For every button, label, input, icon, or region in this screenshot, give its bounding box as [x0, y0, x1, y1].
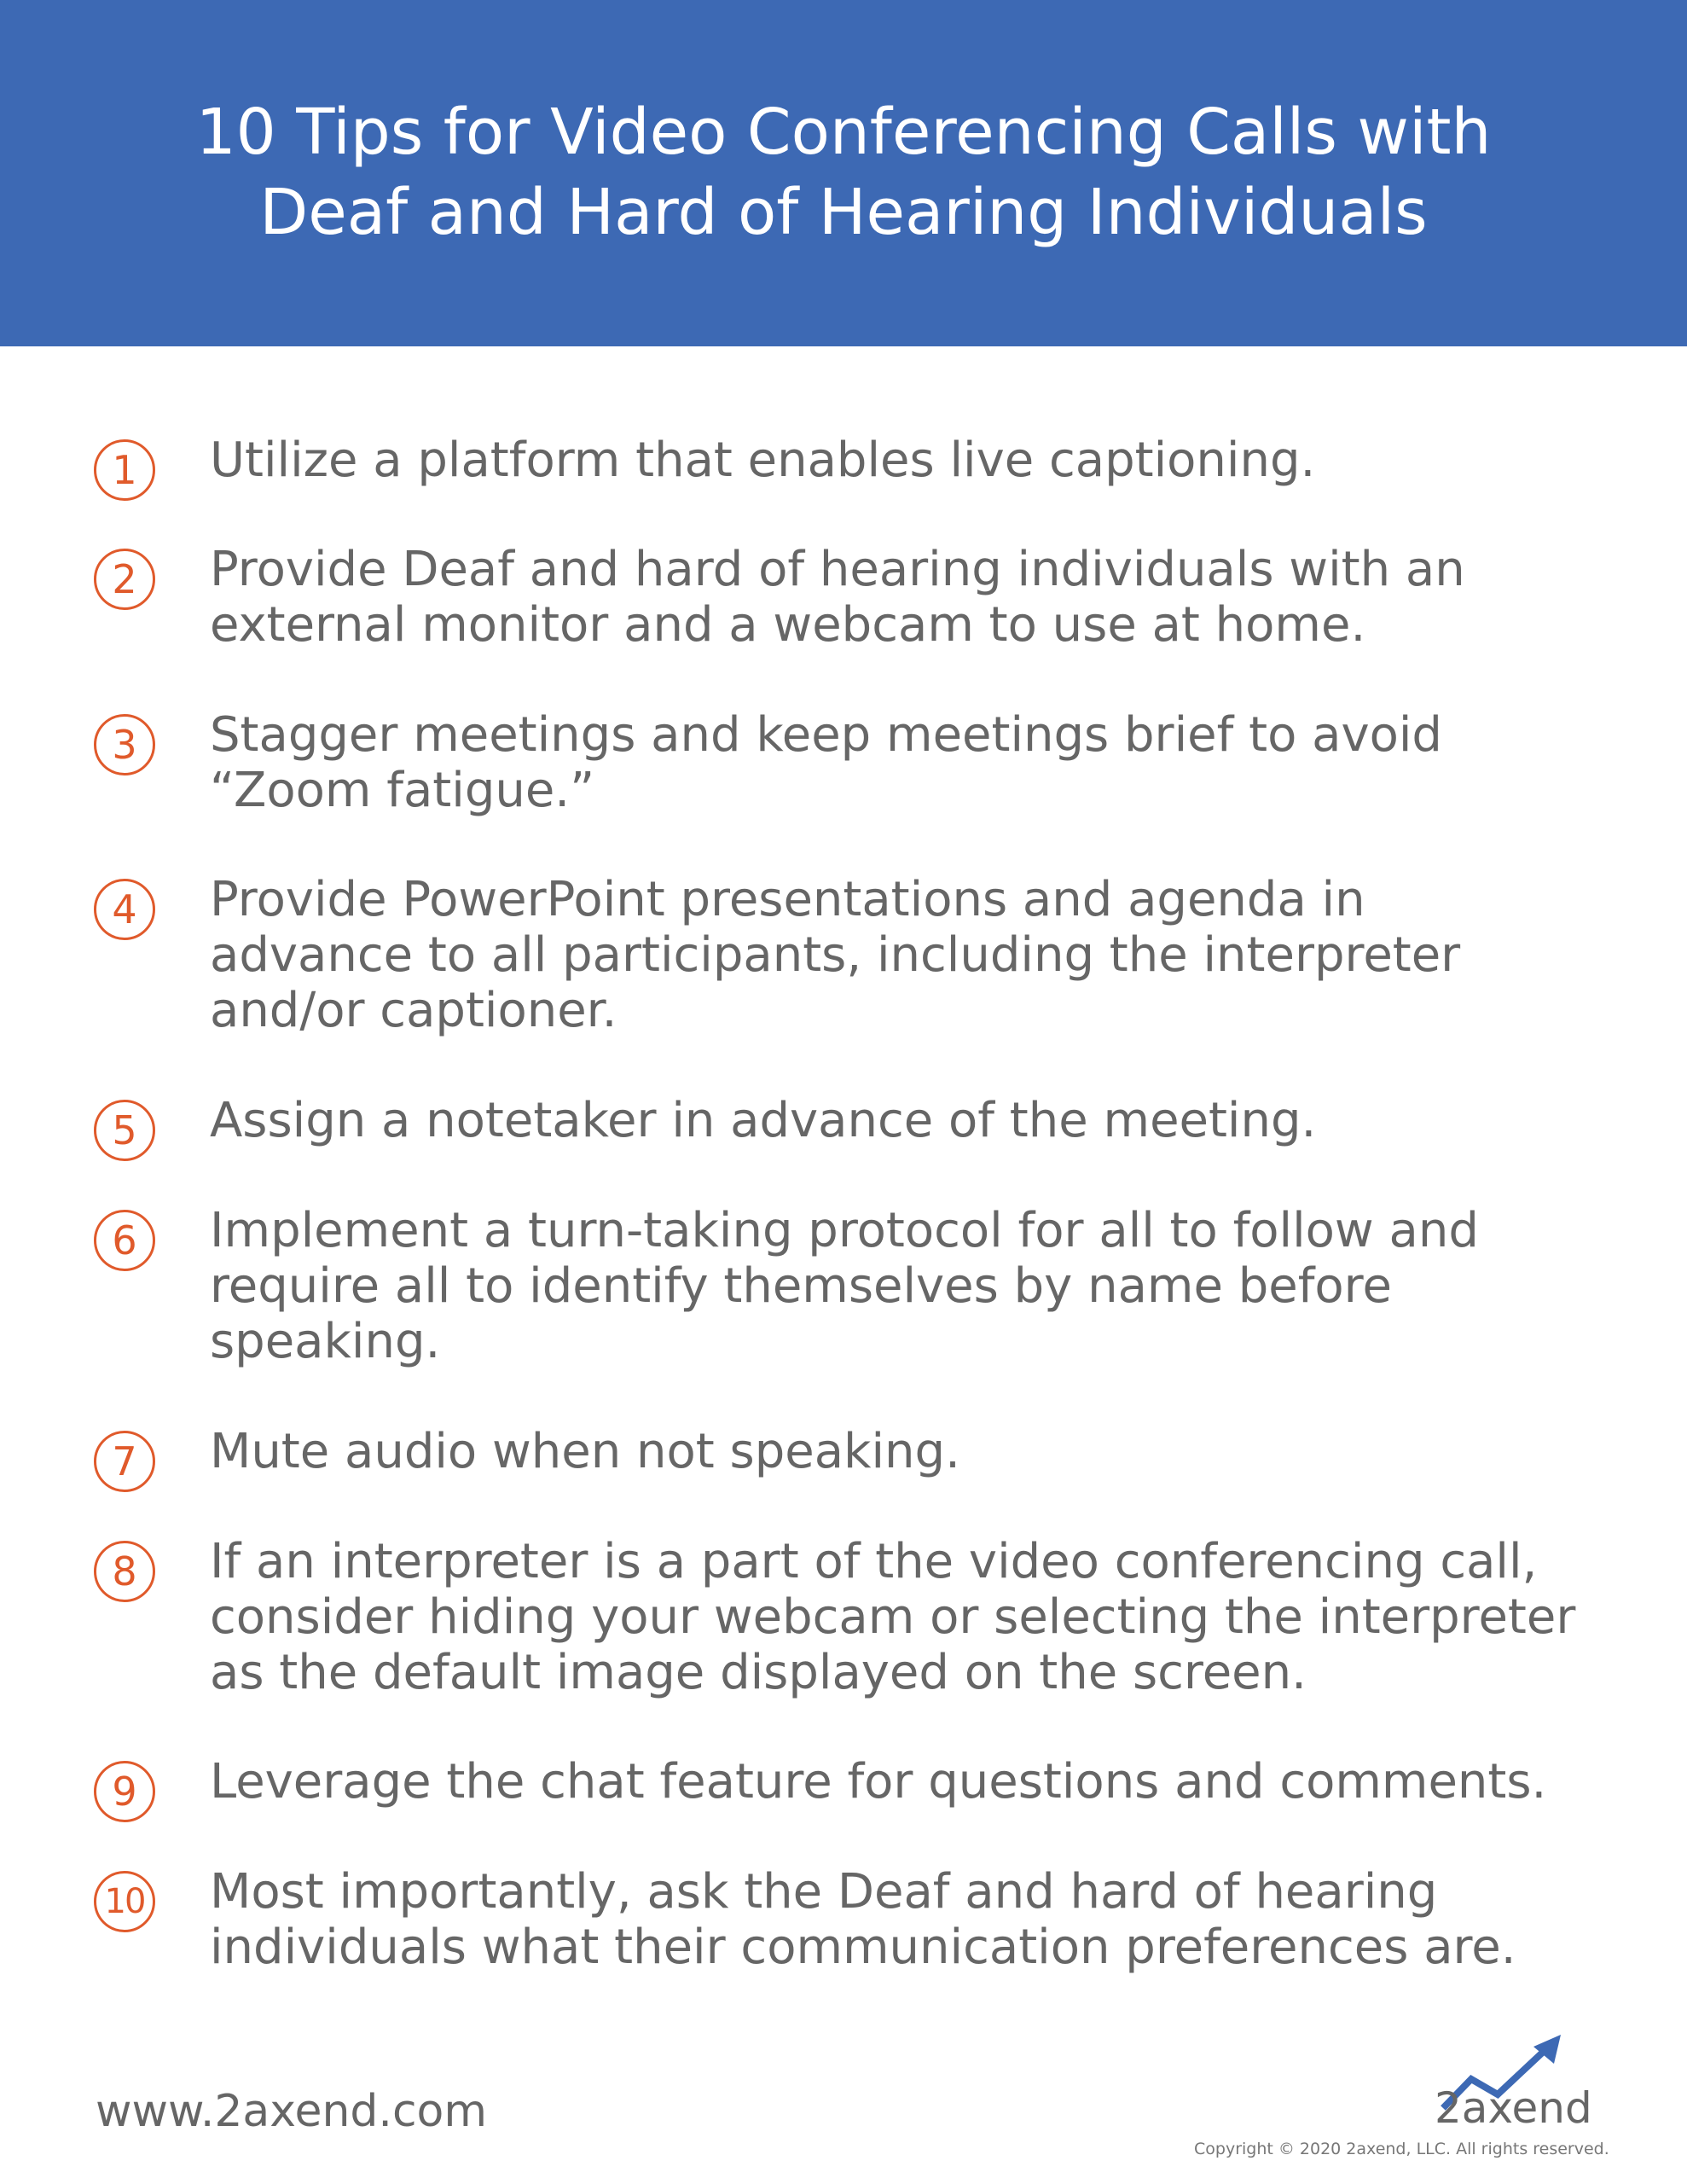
tip-text-line: Utilize a platform that enables live captioning. [210, 433, 1316, 488]
tip-number-badge: 8 [94, 1541, 155, 1602]
tip-text-line: Mute audio when not speaking. [210, 1424, 960, 1479]
copyright-notice: Copyright © 2020 2axend, LLC. All rights reserved. [1194, 2140, 1609, 2158]
header-banner [0, 0, 1687, 346]
tip-text-line: Assign a notetaker in advance of the meeting. [210, 1093, 1317, 1148]
tip-number-badge: 7 [94, 1431, 155, 1492]
tip-text-line: and/or captioner. [210, 983, 617, 1038]
tip-number-badge: 6 [94, 1210, 155, 1271]
tip-text [210, 872, 1660, 1038]
tip-text [210, 1203, 1660, 1369]
tip-text [210, 542, 1660, 653]
tip-text-line: external monitor and a webcam to use at home. [210, 597, 1366, 653]
tip-text-line: advance to all participants, including the interpreter [210, 927, 1461, 983]
tip-text [210, 1754, 1660, 1809]
tip-text-line: Leverage the chat feature for questions and comments. [210, 1754, 1547, 1809]
tip-text-line: “Zoom fatigue.” [210, 763, 595, 818]
tip-text-line: Provide Deaf and hard of hearing individuals with an [210, 542, 1465, 597]
logo-wordmark: 2axend [1435, 2083, 1592, 2133]
tip-text-line: Stagger meetings and keep meetings brief to avoid [210, 707, 1442, 763]
tip-text [210, 1534, 1660, 1700]
tip-text-line: If an interpreter is a part of the video conferencing call, [210, 1534, 1538, 1589]
tip-text [210, 1864, 1660, 1975]
page-title-line-1: 10 Tips for Video Conferencing Calls with [195, 96, 1492, 169]
tip-number-badge: 9 [94, 1761, 155, 1822]
tip-number-badge: 3 [94, 714, 155, 775]
tip-text [210, 1093, 1660, 1148]
tip-text-line: Most importantly, ask the Deaf and hard of hearing [210, 1864, 1438, 1920]
tip-text [210, 1424, 1660, 1479]
page-title [0, 92, 1687, 253]
tip-number-badge: 2 [94, 549, 155, 610]
tip-text-line: consider hiding your webcam or selecting the interpreter [210, 1589, 1576, 1645]
tip-text-line: Provide PowerPoint presentations and agenda in [210, 872, 1365, 927]
page-title-line-2: Deaf and Hard of Hearing Individuals [259, 176, 1428, 249]
tip-text-line: Implement a turn-taking protocol for all to follow and [210, 1203, 1479, 1258]
tip-text [210, 433, 1660, 488]
tip-number-badge: 1 [94, 439, 155, 501]
website-link[interactable]: www.2axend.com [96, 2086, 488, 2137]
tip-text-line: require all to identify themselves by name before [210, 1258, 1392, 1314]
tip-number-badge: 5 [94, 1100, 155, 1161]
company-logo [1424, 2035, 1595, 2137]
tip-text-line: individuals what their communication preferences are. [210, 1920, 1516, 1975]
tip-text [210, 707, 1660, 818]
tip-number-badge: 4 [94, 879, 155, 940]
tip-text-line: as the default image displayed on the screen. [210, 1645, 1307, 1700]
tip-text-line: speaking. [210, 1314, 441, 1369]
tip-number-badge: 10 [94, 1871, 155, 1932]
